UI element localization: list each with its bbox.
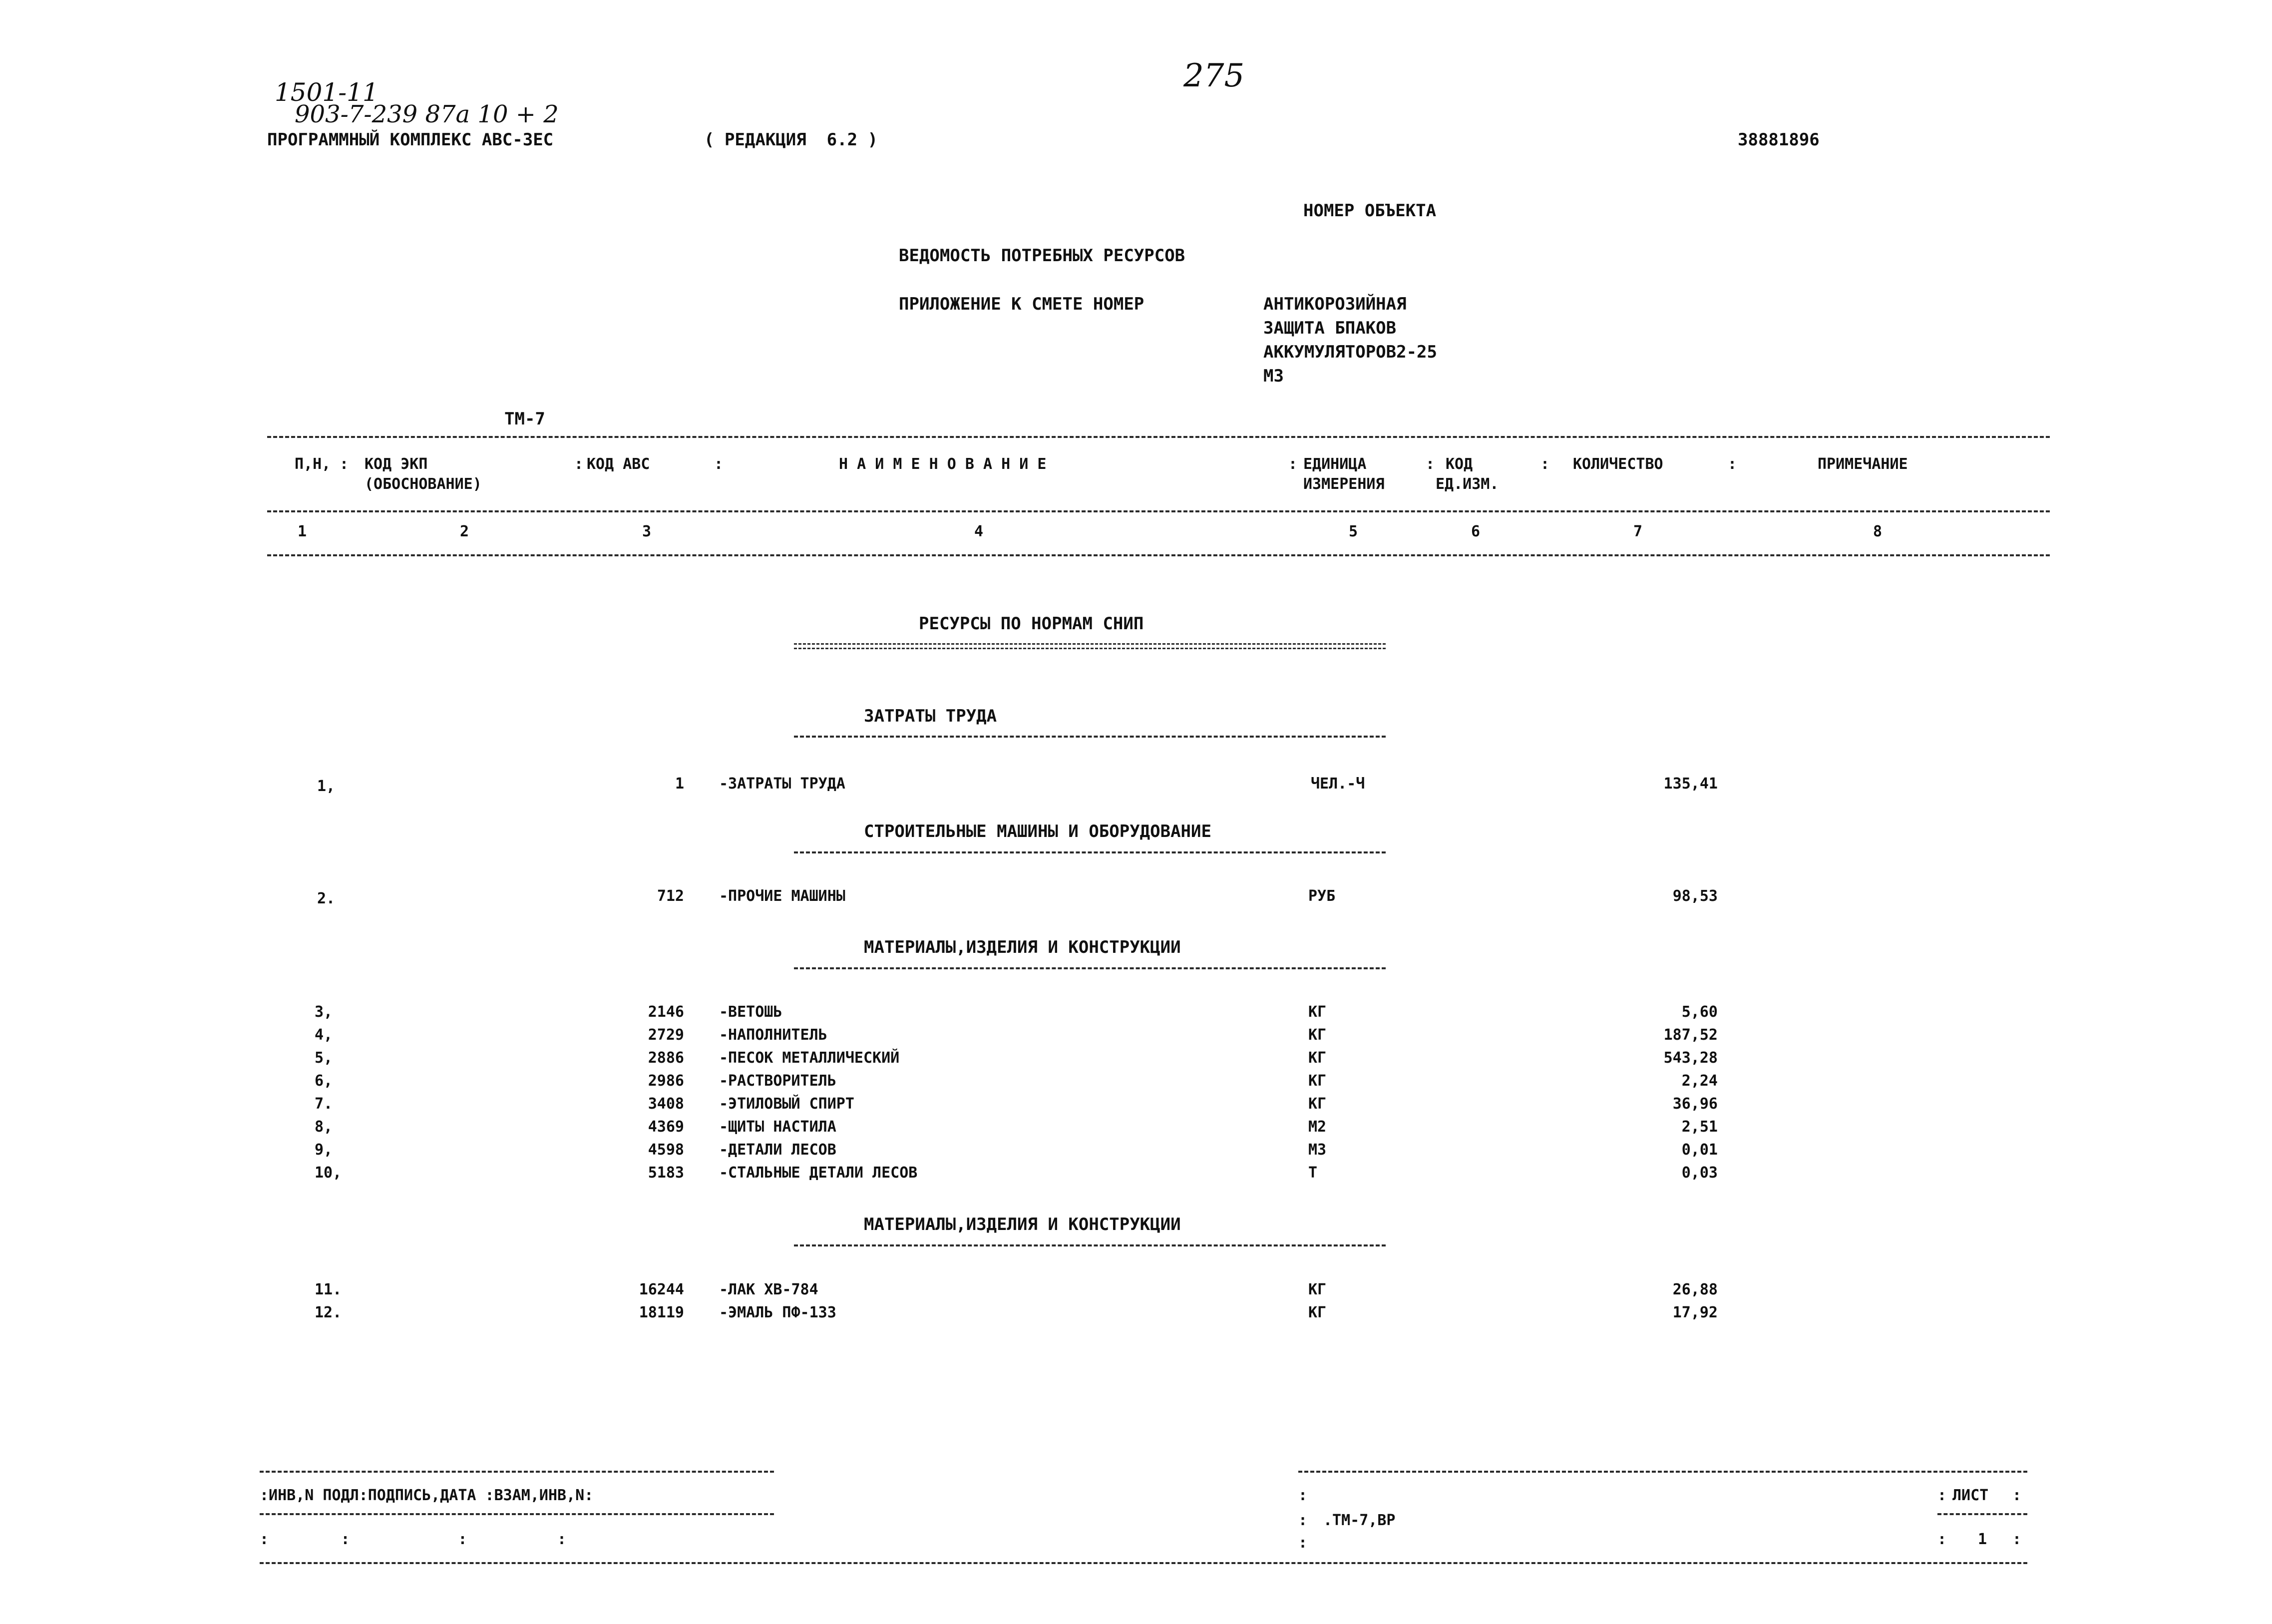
row-unit: КГ bbox=[1308, 1281, 1327, 1298]
row-quantity: 2,51 bbox=[1681, 1118, 1718, 1136]
row-number: 1, bbox=[317, 778, 336, 795]
section-title: ЗАТРАТЫ ТРУДА bbox=[864, 706, 997, 726]
row-name: -ЗАТРАТЫ ТРУДА bbox=[719, 775, 845, 793]
row-code: 2986 bbox=[648, 1072, 684, 1090]
row-unit: М2 bbox=[1308, 1118, 1327, 1136]
col-sep: : bbox=[1426, 455, 1435, 473]
footer-sheet-number: 1 bbox=[1977, 1531, 1987, 1548]
row-unit: КГ bbox=[1308, 1003, 1327, 1021]
row-quantity: 98,53 bbox=[1672, 887, 1718, 905]
row-code: 2729 bbox=[648, 1026, 684, 1044]
col-header-code-b: (ОБОСНОВАНИЕ) bbox=[365, 475, 482, 493]
row-name: -НАПОЛНИТЕЛЬ bbox=[719, 1026, 827, 1044]
col-number: 3 bbox=[642, 523, 652, 540]
row-quantity: 5,60 bbox=[1681, 1003, 1718, 1021]
row-number: 8, bbox=[315, 1118, 333, 1136]
row-name: -ПЕСОК МЕТАЛЛИЧЕСКИЙ bbox=[719, 1049, 900, 1067]
appendix-line-3: АККУМУЛЯТОРОВ2-25 bbox=[1263, 342, 1437, 362]
row-unit: КГ bbox=[1308, 1095, 1327, 1113]
col-header-unitcode-b: ЕД.ИЗМ. bbox=[1436, 475, 1499, 493]
footer-left-mid-rule bbox=[260, 1513, 774, 1515]
row-code: 18119 bbox=[639, 1304, 684, 1321]
col-sep: : bbox=[1728, 455, 1737, 473]
handwritten-page-number: 275 bbox=[1183, 57, 1245, 94]
col-header-unitcode-a: КОД bbox=[1446, 455, 1473, 473]
row-number: 9, bbox=[315, 1141, 333, 1159]
section-title: СТРОИТЕЛЬНЫЕ МАШИНЫ И ОБОРУДОВАНИЕ bbox=[864, 821, 1211, 841]
row-number: 7. bbox=[315, 1095, 333, 1113]
section-rule bbox=[794, 736, 1386, 738]
col-header-unit-a: ЕДИНИЦА bbox=[1303, 455, 1367, 473]
col-number: 1 bbox=[297, 523, 307, 540]
row-unit: М3 bbox=[1308, 1141, 1327, 1159]
col-header-name: Н А И М Е Н О В А Н И Е bbox=[839, 455, 1047, 473]
footer-sep: : bbox=[1937, 1487, 1947, 1504]
row-number: 5, bbox=[315, 1049, 333, 1067]
col-header-abc: КОД АВС bbox=[587, 455, 650, 473]
main-title-double-rule bbox=[794, 643, 1386, 649]
row-number: 11. bbox=[315, 1281, 342, 1298]
document-code: 38881896 bbox=[1738, 130, 1820, 150]
row-quantity: 26,88 bbox=[1672, 1281, 1718, 1298]
program-name: ПРОГРАММНЫЙ КОМПЛЕКС АВС-3ЕС bbox=[267, 130, 554, 150]
footer-form-code: .ТМ-7,ВР bbox=[1323, 1512, 1396, 1529]
footer-sep: : bbox=[1937, 1531, 1947, 1548]
col-number: 7 bbox=[1633, 523, 1643, 540]
row-quantity: 543,28 bbox=[1663, 1049, 1718, 1067]
row-code: 2886 bbox=[648, 1049, 684, 1067]
row-quantity: 135,41 bbox=[1663, 775, 1718, 793]
row-name: -ДЕТАЛИ ЛЕСОВ bbox=[719, 1141, 836, 1159]
row-number: 4, bbox=[315, 1026, 333, 1044]
row-name: -РАСТВОРИТЕЛЬ bbox=[719, 1072, 836, 1090]
col-sep: : bbox=[574, 455, 584, 473]
col-sep: : bbox=[1288, 455, 1298, 473]
col-number: 6 bbox=[1471, 523, 1481, 540]
section-rule bbox=[794, 851, 1386, 853]
row-name: -СТАЛЬНЫЕ ДЕТАЛИ ЛЕСОВ bbox=[719, 1164, 918, 1182]
row-unit: КГ bbox=[1308, 1026, 1327, 1044]
col-number: 4 bbox=[974, 523, 984, 540]
program-edition: ( РЕДАКЦИЯ 6.2 ) bbox=[704, 130, 878, 150]
footer-sheet-rule bbox=[1937, 1513, 2027, 1515]
row-quantity: 2,24 bbox=[1681, 1072, 1718, 1090]
row-code: 4369 bbox=[648, 1118, 684, 1136]
section-rule bbox=[794, 1244, 1386, 1246]
section-title: МАТЕРИАЛЫ,ИЗДЕЛИЯ И КОНСТРУКЦИИ bbox=[864, 937, 1181, 957]
row-name: -ЭТИЛОВЫЙ СПИРТ bbox=[719, 1095, 854, 1113]
row-quantity: 36,96 bbox=[1672, 1095, 1718, 1113]
col-header-note: ПРИМЕЧАНИЕ bbox=[1818, 455, 1908, 473]
footer-sep: : bbox=[1298, 1534, 1308, 1552]
row-code: 16244 bbox=[639, 1281, 684, 1298]
section-rule bbox=[794, 967, 1386, 969]
footer-empty-row: : : : : bbox=[260, 1531, 567, 1548]
col-sep: : bbox=[1540, 455, 1550, 473]
row-code: 5183 bbox=[648, 1164, 684, 1182]
footer-sep: : bbox=[2012, 1487, 2022, 1504]
footer-left-top-rule bbox=[260, 1471, 774, 1473]
row-number: 3, bbox=[315, 1003, 333, 1021]
appendix-line-4: М3 bbox=[1263, 366, 1284, 386]
row-quantity: 17,92 bbox=[1672, 1304, 1718, 1321]
appendix-label: ПРИЛОЖЕНИЕ К СМЕТЕ НОМЕР bbox=[899, 294, 1144, 314]
row-code: 4598 bbox=[648, 1141, 684, 1159]
row-name: -ЭМАЛЬ ПФ-133 bbox=[719, 1304, 836, 1321]
col-number: 2 bbox=[459, 523, 469, 540]
table-number-rule bbox=[267, 554, 2050, 556]
form-code: ТМ-7 bbox=[504, 409, 545, 429]
footer-bottom-rule bbox=[260, 1562, 2027, 1564]
row-unit: Т bbox=[1308, 1164, 1318, 1182]
footer-sheet-label: ЛИСТ bbox=[1952, 1487, 1989, 1504]
row-number: 12. bbox=[315, 1304, 342, 1321]
row-code: 712 bbox=[657, 887, 684, 905]
row-code: 3408 bbox=[648, 1095, 684, 1113]
row-name: -ПРОЧИЕ МАШИНЫ bbox=[719, 887, 845, 905]
row-unit: РУБ bbox=[1308, 887, 1336, 905]
row-unit: КГ bbox=[1308, 1304, 1327, 1321]
col-header-code-a: КОД ЭКП bbox=[365, 455, 428, 473]
footer-sep: : bbox=[2012, 1531, 2022, 1548]
appendix-line-1: АНТИКОРОЗИЙНАЯ bbox=[1263, 294, 1407, 314]
row-name: -ЩИТЫ НАСТИЛА bbox=[719, 1118, 836, 1136]
col-header-number: П,Н, bbox=[295, 455, 331, 473]
col-sep: : bbox=[340, 455, 349, 473]
col-number: 5 bbox=[1348, 523, 1358, 540]
section-title: МАТЕРИАЛЫ,ИЗДЕЛИЯ И КОНСТРУКЦИИ bbox=[864, 1215, 1181, 1234]
row-unit: КГ bbox=[1308, 1072, 1327, 1090]
object-number-label: НОМЕР ОБЪЕКТА bbox=[1303, 201, 1437, 221]
row-quantity: 0,01 bbox=[1681, 1141, 1718, 1159]
row-code: 1 bbox=[675, 775, 684, 793]
footer-sep: : bbox=[1298, 1487, 1308, 1504]
document-title: ВЕДОМОСТЬ ПОТРЕБНЫХ РЕСУРСОВ bbox=[899, 246, 1185, 266]
handwritten-note-1: 1501-11 bbox=[275, 78, 379, 107]
row-quantity: 0,03 bbox=[1681, 1164, 1718, 1182]
col-number: 8 bbox=[1873, 523, 1883, 540]
row-code: 2146 bbox=[648, 1003, 684, 1021]
row-number: 6, bbox=[315, 1072, 333, 1090]
footer-sep: : bbox=[1298, 1512, 1308, 1529]
row-unit: ЧЕЛ.-Ч bbox=[1311, 775, 1365, 793]
col-header-unit-b: ИЗМЕРЕНИЯ bbox=[1303, 475, 1385, 493]
table-top-rule bbox=[267, 436, 2050, 438]
row-number: 2. bbox=[317, 890, 336, 907]
footer-right-top-rule bbox=[1298, 1471, 2027, 1473]
row-name: -ЛАК ХВ-784 bbox=[719, 1281, 818, 1298]
row-name: -ВЕТОШЬ bbox=[719, 1003, 782, 1021]
col-sep: : bbox=[714, 455, 724, 473]
appendix-line-2: ЗАЩИТА БПАКОВ bbox=[1263, 318, 1397, 338]
table-header-rule bbox=[267, 510, 2050, 512]
row-unit: КГ bbox=[1308, 1049, 1327, 1067]
main-section-title: РЕСУРСЫ ПО НОРМАМ СНИП bbox=[919, 614, 1144, 634]
footer-cells: :ИНВ,N ПОДЛ:ПОДПИСЬ,ДАТА :ВЗАМ,ИНВ,N: bbox=[260, 1487, 594, 1504]
handwritten-note-2: 903-7-239 87a 10 + 2 bbox=[295, 100, 559, 128]
row-quantity: 187,52 bbox=[1663, 1026, 1718, 1044]
row-number: 10, bbox=[315, 1164, 342, 1182]
col-header-quantity: КОЛИЧЕСТВО bbox=[1573, 455, 1663, 473]
